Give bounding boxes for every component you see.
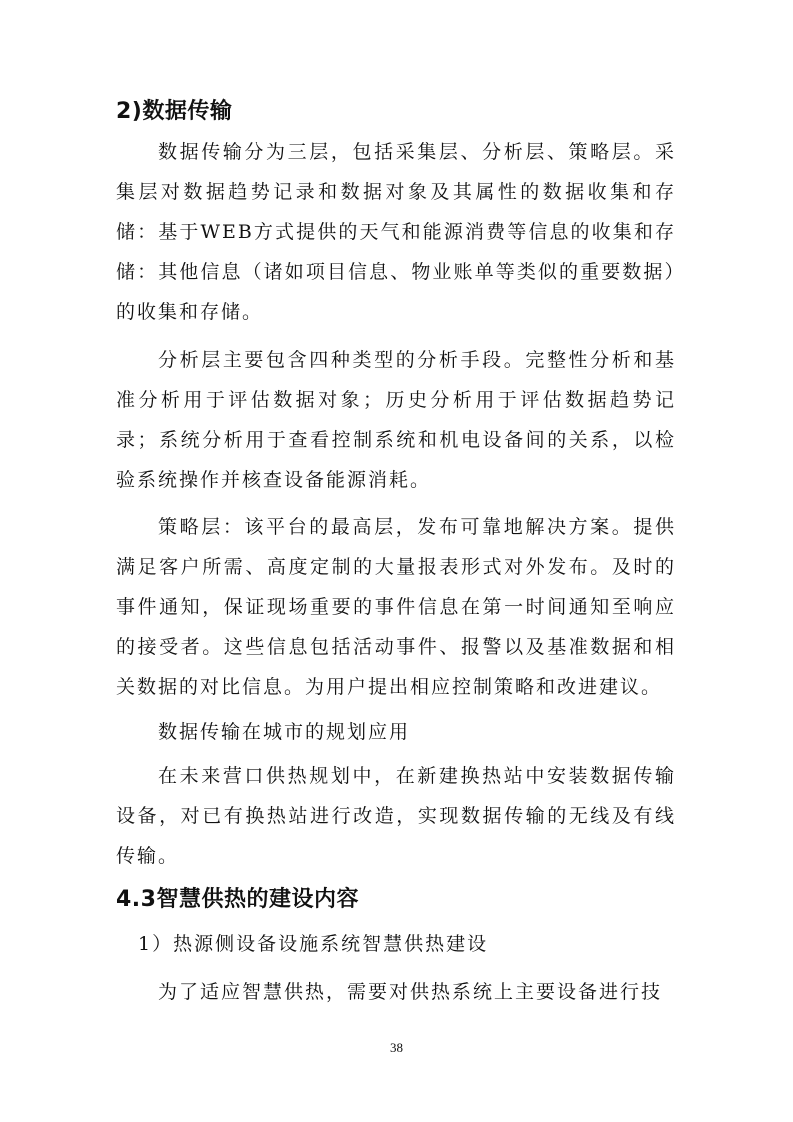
section-heading-4-3: 4.3智慧供热的建设内容 xyxy=(116,887,359,912)
page-number: 38 xyxy=(390,1040,403,1055)
paragraph-equipment-tech: 为了适应智慧供热，需要对供热系统上主要设备进行技 xyxy=(158,981,663,1003)
section-heading-data-transmission: 2)数据传输 xyxy=(116,99,233,124)
subheading-city-application: 数据传输在城市的规划应用 xyxy=(158,721,411,743)
list-item-heat-source: 1）热源侧设备设施系统智慧供热建设 xyxy=(138,933,489,955)
paragraph-analysis-layer: 分析层主要包含四种类型的分析手段。完整性分析和基准分析用于评估数据对象；历史分析用于评估数据趋势记录；系统分析用于查看控制系统和机电设备间的关系，以检验系统操作并核查设备能源消耗。 xyxy=(116,349,676,491)
paragraph-strategy-layer: 策略层：该平台的最高层，发布可靠地解决方案。提供满足客户所需、高度定制的大量报表形式对外发布。及时的事件通知，保证现场重要的事件信息在第一时间通知至响应的接受者。这些信息包括活动事件、报警以及基准数据和相关数据的对比信息。为用户提出相应控制策略和改进建议。 xyxy=(116,516,676,698)
paragraph-collection-layer: 数据传输分为三层，包括采集层、分析层、策略层。采集层对数据趋势记录和数据对象及其属性的数据收集和存储：基于WEB方式提供的天气和能源消费等信息的收集和存储：其他信息（诸如项目信息、物业账单等类似的重要数据）的收集和存储。 xyxy=(116,141,676,323)
paragraph-yingkou-plan: 在未来营口供热规划中，在新建换热站中安装数据传输设备，对已有换热站进行改造，实现数据传输的无线及有线传输。 xyxy=(116,765,676,867)
